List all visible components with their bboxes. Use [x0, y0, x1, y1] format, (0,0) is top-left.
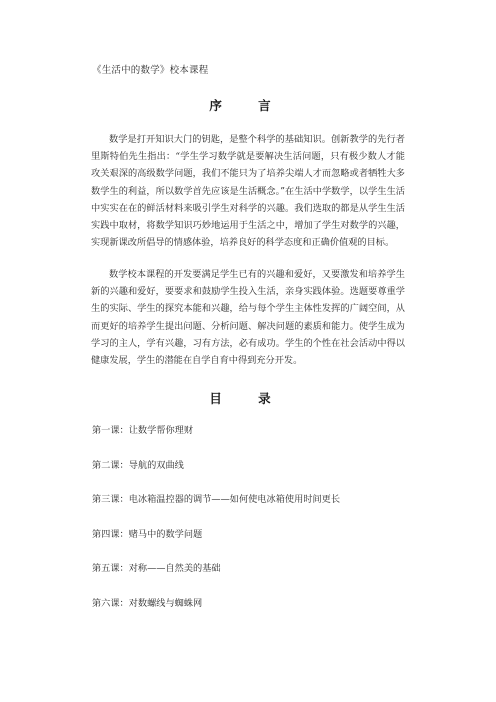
preface-paragraph-1: 数学是打开知识大门的钥匙，是整个科学的基础知识。创新教学的先行者里斯特伯先生指出：“学生学习数学就是要解决生活问题，只有极少数人才能攻关艰深的高级数学问题，我们不能只为了培养尖端人才而忽略或者牺牲大多数学生的利益，所以数学首先应该是生活概念。”在生活中学数学，以学生生活中实实在在的鲜活材料来吸引学生对科学的兴趣。我们选取的都是从学生生活实践中取材，将数学知识巧妙地运用于生活之中，增加了学生对数学的兴趣，实现新课改所倡导的情感体验，培养良好的科学态度和正确价值观的目标。: [91, 134, 405, 249]
toc-item-lesson-2: 第二课：导航的双曲线: [92, 459, 184, 471]
course-title: 《生活中的数学》校本课程: [92, 65, 209, 76]
preface-heading: 序 言: [209, 98, 287, 113]
toc-item-lesson-3: 第三课：电冰箱温控器的调节——如何使电冰箱使用时间更长: [92, 494, 341, 505]
toc-item-lesson-1: 第一课：让数学帮你理财: [92, 425, 194, 436]
toc-item-lesson-5: 第五课：对称——自然美的基础: [92, 563, 221, 574]
toc-item-lesson-6: 第六课：对数螺线与蜘蛛网: [92, 597, 203, 609]
table-of-contents: [92, 422, 340, 629]
preface-paragraph-2: 数学校本课程的开发要满足学生已有的兴趣和爱好，又要激发和培养学生新的兴趣和爱好，要要求和鼓励学生投入生活，亲身实践体验。选题要尊重学生的实际、学生的探究本能和兴趣，给与每个学生主体性发挥的广阔空间，从而更好的培养学生提出问题、分析问题、解决问题的素质和能力。使学生成为学习的主人，学有兴趣，习有方法，必有成功。学生的个性在社会活动中得以健康发展，学生的潜能在自学自育中得到充分开发。: [91, 269, 405, 367]
toc-item-lesson-4: 第四课：赌马中的数学问题: [92, 528, 203, 540]
toc-heading: 目 录: [209, 391, 287, 406]
